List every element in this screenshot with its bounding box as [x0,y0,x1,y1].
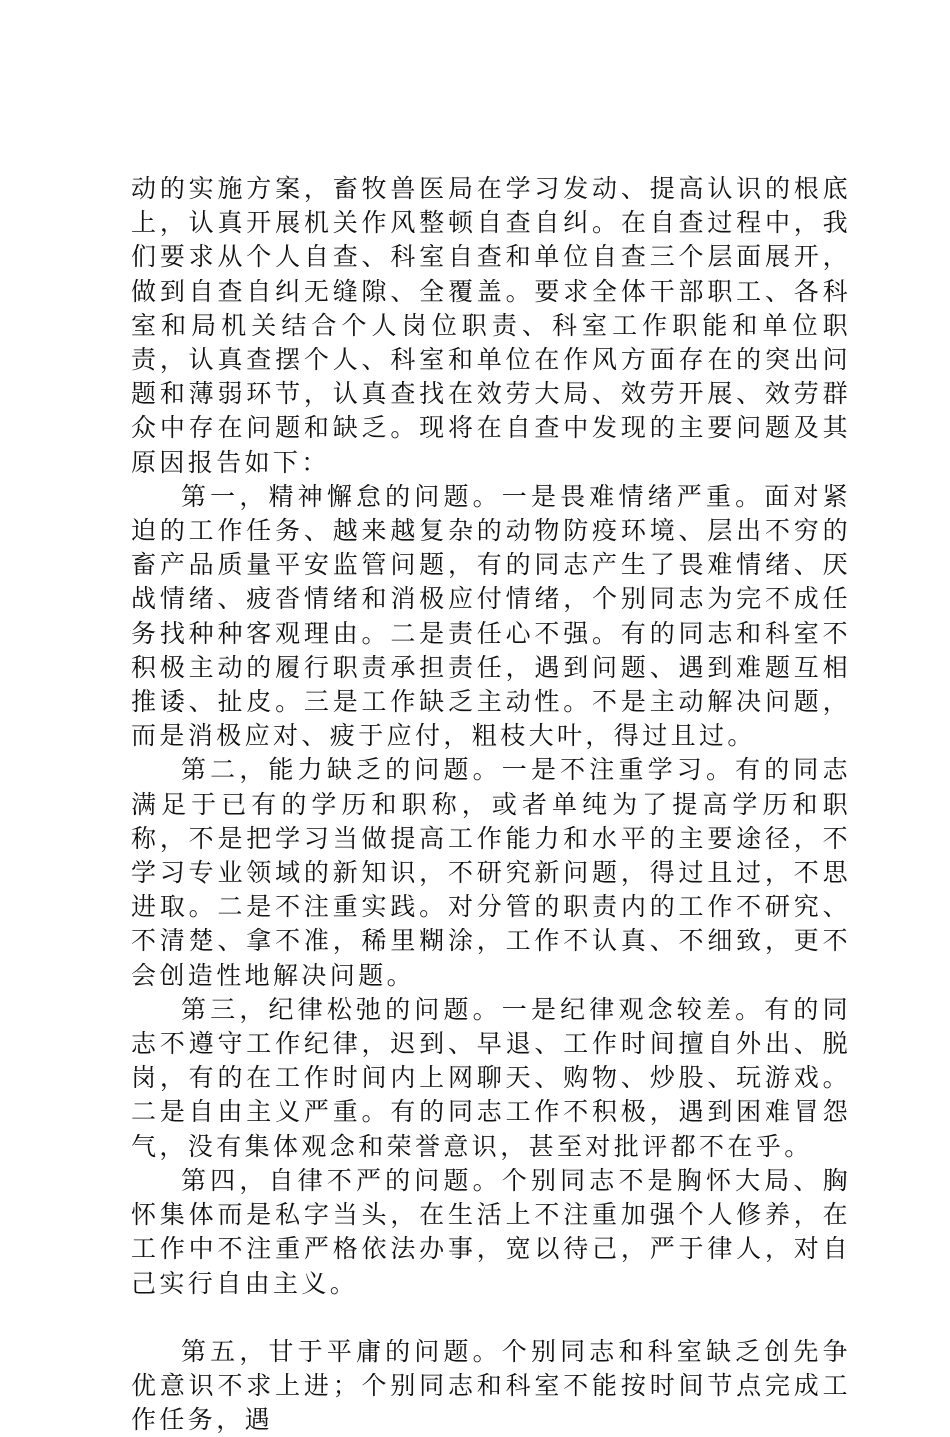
paragraph-second-issue: 第二，能力缺乏的问题。一是不注重学习。有的同志满足于已有的学历和职称，或者单纯为了提高学历和职称，不是把学习当做提高工作能力和水平的主要途径，不学习专业领域的新知识，不研究新问题，得过且过，不思进取。二是不注重实践。对分管的职责内的工作不研究、不清楚、拿不准，稀里糊涂，工作不认真、不细致，更不会创造性地解决问题。 [131,755,851,990]
paragraph-intro: 动的实施方案，畜牧兽医局在学习发动、提高认识的根底上，认真开展机关作风整顿自查自纠。在自查过程中，我们要求从个人自查、科室自查和单位自查三个层面展开，做到自查自纠无缝隙、全覆盖。要求全体干部职工、各科室和局机关结合个人岗位职责、科室工作职能和单位职责，认真查摆个人、科室和单位在作风方面存在的突出问题和薄弱环节，认真查找在效劳大局、效劳开展、效劳群众中存在问题和缺乏。现将在自查中发现的主要问题及其原因报告如下： [131,174,851,477]
document-page [131,172,851,1437]
paragraph-first-issue: 第一，精神懈怠的问题。一是畏难情绪严重。面对紧迫的工作任务、越来越复杂的动物防疫环境、层出不穷的畜产品质量平安监管问题，有的同志产生了畏难情绪、厌战情绪、疲沓情绪和消极应付情绪，个别同志为完不成任务找种种客观理由。二是责任心不强。有的同志和科室不积极主动的履行职责承担责任，遇到问题、遇到难题互相推诿、扯皮。三是工作缺乏主动性。不是主动解决问题，而是消极应对、疲于应付，粗枝大叶，得过且过。 [131,481,851,751]
paragraph-fifth-issue: 第五，甘于平庸的问题。个别同志和科室缺乏创先争优意识不求上进；个别同志和科室不能按时间节点完成工作任务，遇 [131,1336,851,1435]
paragraph-fourth-issue: 第四，自律不严的问题。个别同志不是胸怀大局、胸怀集体而是私字当头，在生活上不注重加强个人修养，在工作中不注重严格依法办事，宽以待己，严于律人，对自己实行自由主义。 [131,1165,851,1298]
paragraph-third-issue: 第三，纪律松弛的问题。一是纪律观念较差。有的同志不遵守工作纪律，迟到、早退、工作时间擅自外出、脱岗，有的在工作时间内上网聊天、购物、炒股、玩游戏。二是自由主义严重。有的同志工作不积极，遇到困难冒怨气，没有集体观念和荣誉意识，甚至对批评都不在乎。 [131,994,851,1161]
